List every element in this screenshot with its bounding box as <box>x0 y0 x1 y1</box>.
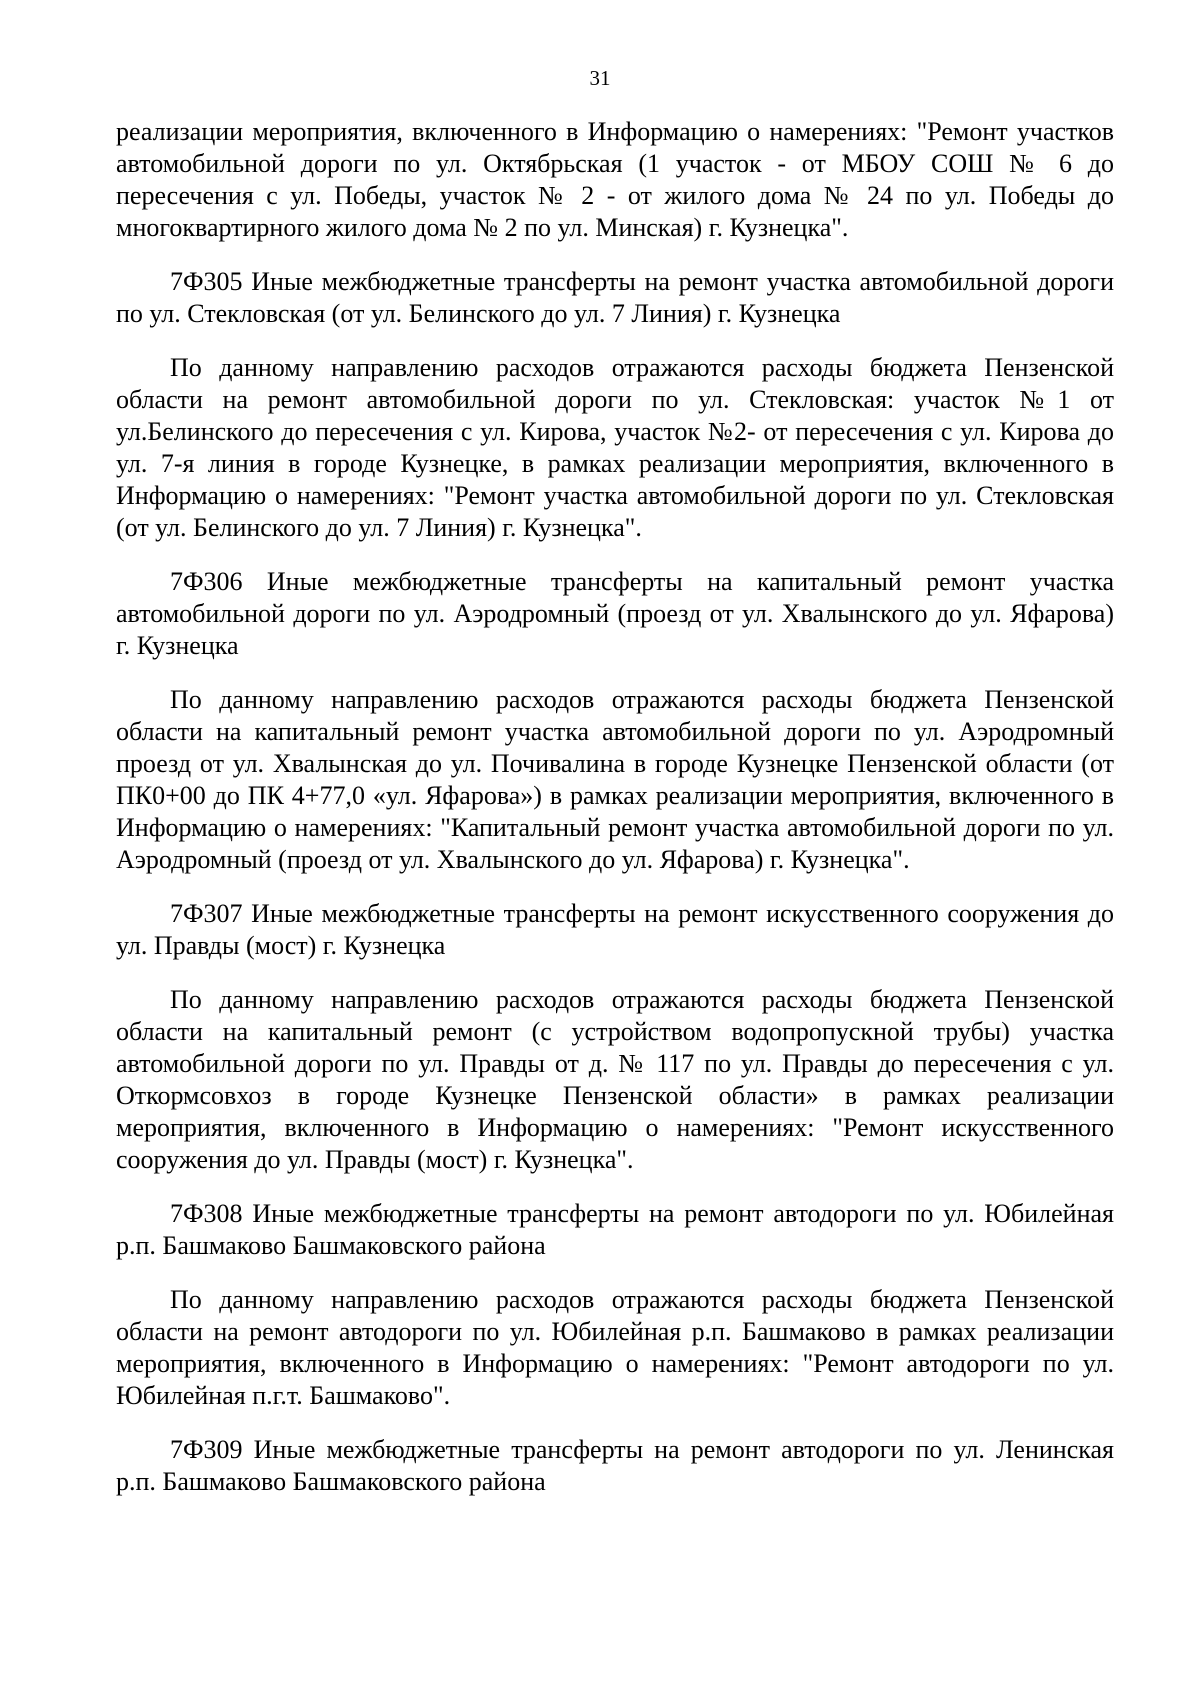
section-body-7f307: По данному направлению расходов отражаются расходы бюджета Пензенской области на капитальный ремонт (с устройством водопропускной трубы) участка автомобильной дороги по ул. Правды от д. № 117 по ул. Правды до пересечения с ул. Откормсовхоз в городе Кузнецке Пензенской области» в рамках реализации мероприятия, включенного в Информацию о намерениях: "Ремонт искусственного сооружения до ул. Правды (мост) г. Кузнецка". <box>116 985 1114 1174</box>
document-body <box>116 116 1114 1498</box>
section-body-7f306: По данному направлению расходов отражаются расходы бюджета Пензенской области на капитальный ремонт участка автомобильной дороги по ул. Аэродромный проезд от ул. Хвалынская до ул. Почивалина в городе Кузнецке Пензенской области (от ПК0+00 до ПК 4+77,0 «ул. Яфарова») в рамках реализации мероприятия, включенного в Информацию о намерениях: "Капитальный ремонт участка автомобильной дороги по ул. Аэродромный (проезд от ул. Хвалынского до ул. Яфарова) г. Кузнецка". <box>116 685 1114 874</box>
section-body-7f305: По данному направлению расходов отражаются расходы бюджета Пензенской области на ремонт автомобильной дороги по ул. Стекловская: участок №1 от ул.Белинского до пересечения с ул. Кирова, участок №2- от пересечения с ул. Кирова до ул. 7-я линия в городе Кузнецке, в рамках реализации мероприятия, включенного в Информацию о намерениях: "Ремонт участка автомобильной дороги по ул. Стекловская (от ул. Белинского до ул. 7 Линия) г. Кузнецка". <box>116 353 1114 542</box>
section-heading-7f308: 7Ф308 Иные межбюджетные трансферты на ремонт автодороги по ул. Юбилейная р.п. Башмаково Башмаковского района <box>116 1199 1114 1260</box>
section-body-7f308: По данному направлению расходов отражаются расходы бюджета Пензенской области на ремонт автодороги по ул. Юбилейная р.п. Башмаково в рамках реализации мероприятия, включенного в Информацию о намерениях: "Ремонт автодороги по ул. Юбилейная п.г.т. Башмаково". <box>116 1285 1114 1410</box>
section-heading-7f309: 7Ф309 Иные межбюджетные трансферты на ремонт автодороги по ул. Ленинская р.п. Башмаково Башмаковского района <box>116 1435 1114 1496</box>
section-heading-7f306: 7Ф306 Иные межбюджетные трансферты на капитальный ремонт участка автомобильной дороги по ул. Аэродромный (проезд от ул. Хвалынского до ул. Яфарова) г. Кузнецка <box>116 567 1114 660</box>
paragraph-continuation: реализации мероприятия, включенного в Информацию о намерениях: "Ремонт участков автомобильной дороги по ул. Октябрьская (1 участок - от МБОУ СОШ № 6 до пересечения с ул. Победы, участок № 2 - от жилого дома № 24 по ул. Победы до многоквартирного жилого дома № 2 по ул. Минская) г. Кузнецка". <box>116 117 1114 242</box>
section-heading-7f307: 7Ф307 Иные межбюджетные трансферты на ремонт искусственного сооружения до ул. Правды (мост) г. Кузнецка <box>116 899 1114 960</box>
section-heading-7f305: 7Ф305 Иные межбюджетные трансферты на ремонт участка автомобильной дороги по ул. Стекловская (от ул. Белинского до ул. 7 Линия) г. Кузнецка <box>116 267 1114 328</box>
page-number: 31 <box>589 66 611 90</box>
